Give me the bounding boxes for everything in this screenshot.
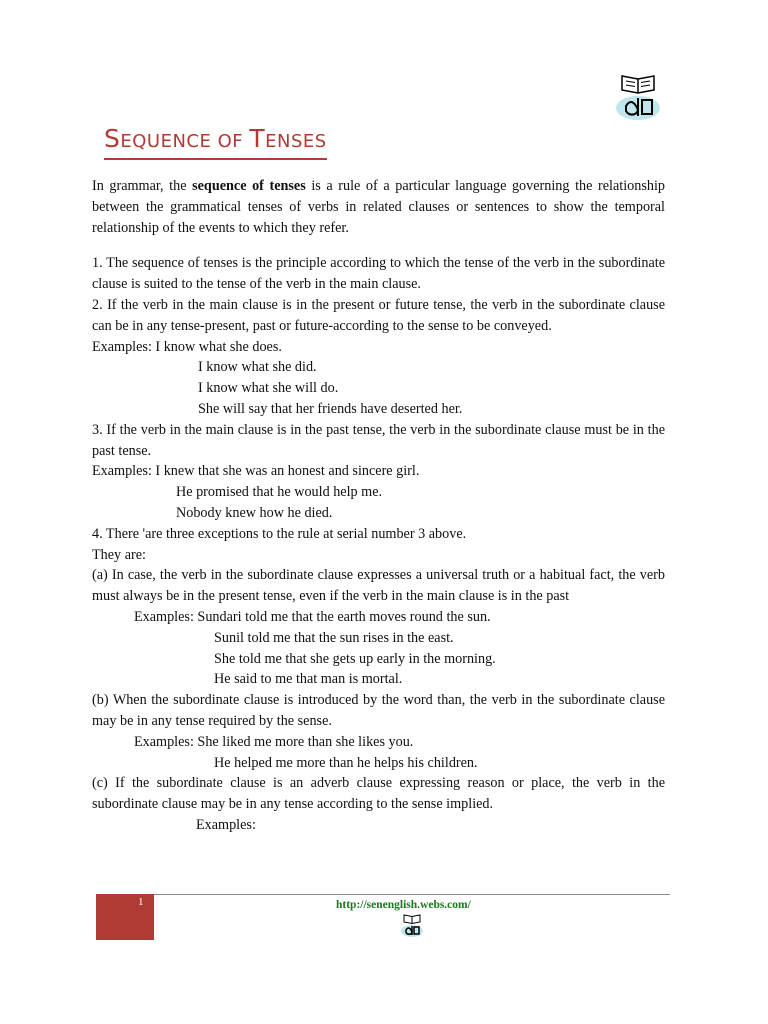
exception-a-example: She told me that she gets up early in the morning.	[214, 650, 496, 667]
open-book-with-quill-icon	[398, 912, 428, 943]
rule-2-example: Examples: I know what she does.	[92, 338, 282, 355]
exception-c-paragraph: (c) If the subordinate clause is an adverb clause expressing reason or place, the verb in the subordinate clause may be in any tense according to the sense implied.	[92, 775, 665, 813]
exception-c-example: Examples:	[196, 816, 256, 833]
exception-a-example: He said to me that man is mortal.	[214, 671, 403, 688]
rule-4-paragraph: 4. There 'are three exceptions to the rule at serial number 3 above.	[92, 525, 467, 542]
intro-text-start: In grammar, the	[92, 178, 193, 194]
exception-b-example: He helped me more than he helps his children.	[214, 754, 478, 771]
footer-divider	[154, 894, 670, 895]
open-book-with-quill-icon	[612, 70, 668, 127]
intro-paragraph	[92, 176, 665, 238]
intro-text-end: is a rule of a particular language governing the relationship between the grammatical tenses of verbs in related clauses or sentences to show the temporal relationship of the events to which they refer.	[92, 178, 665, 236]
exception-a-example: Examples: Sundari told me that the earth moves round the sun.	[134, 608, 491, 625]
rule-3-example: Nobody knew how he died.	[176, 504, 333, 521]
footer-url-link[interactable]: http://senenglish.webs.com/	[336, 899, 471, 911]
document-body	[92, 176, 665, 836]
rule-2-example: I know what she will do.	[198, 380, 339, 397]
footer-page-box	[96, 894, 154, 940]
rule-3-example: Examples: I knew that she was an honest and sincere girl.	[92, 463, 420, 480]
title-part-3: T	[249, 124, 266, 153]
title-part-1: S	[104, 124, 121, 153]
page-number: 1	[138, 896, 144, 908]
exception-b-paragraph: (b) When the subordinate clause is introduced by the word than, the verb in the subordinate clause may be in any tense required by the sense.	[92, 692, 665, 729]
rule-3-paragraph: 3. If the verb in the main clause is in the past tense, the verb in the subordinate clause must be in the past tense.	[92, 421, 665, 459]
rule-3-example: He promised that he would help me.	[176, 484, 383, 501]
page-title	[104, 124, 327, 160]
title-part-4: ENSES	[265, 131, 327, 152]
rule-4-lead: They are:	[92, 546, 146, 563]
rule-2-example: She will say that her friends have deserted her.	[198, 400, 463, 417]
exception-b-example: Examples: She liked me more than she likes you.	[134, 733, 414, 750]
exception-a-paragraph: (a) In case, the verb in the subordinate clause expresses a universal truth or a habitual fact, the verb must always be in the present tense, even if the verb in the main clause is in the past	[92, 567, 665, 605]
exception-a-example: Sunil told me that the sun rises in the east.	[214, 629, 454, 646]
intro-term: sequence of tenses	[192, 178, 306, 194]
rule-2-example: I know what she did.	[198, 359, 317, 376]
rule-1-paragraph: 1. The sequence of tenses is the principle according to which the tense of the verb in the subordinate clause is suited to the tense of the verb in the main clause.	[92, 255, 665, 293]
rule-2-paragraph: 2. If the verb in the main clause is in the present or future tense, the verb in the subordinate clause can be in any tense-present, past or future-according to the sense to be conveyed.	[92, 296, 665, 334]
title-part-2: EQUENCE OF	[120, 131, 250, 152]
